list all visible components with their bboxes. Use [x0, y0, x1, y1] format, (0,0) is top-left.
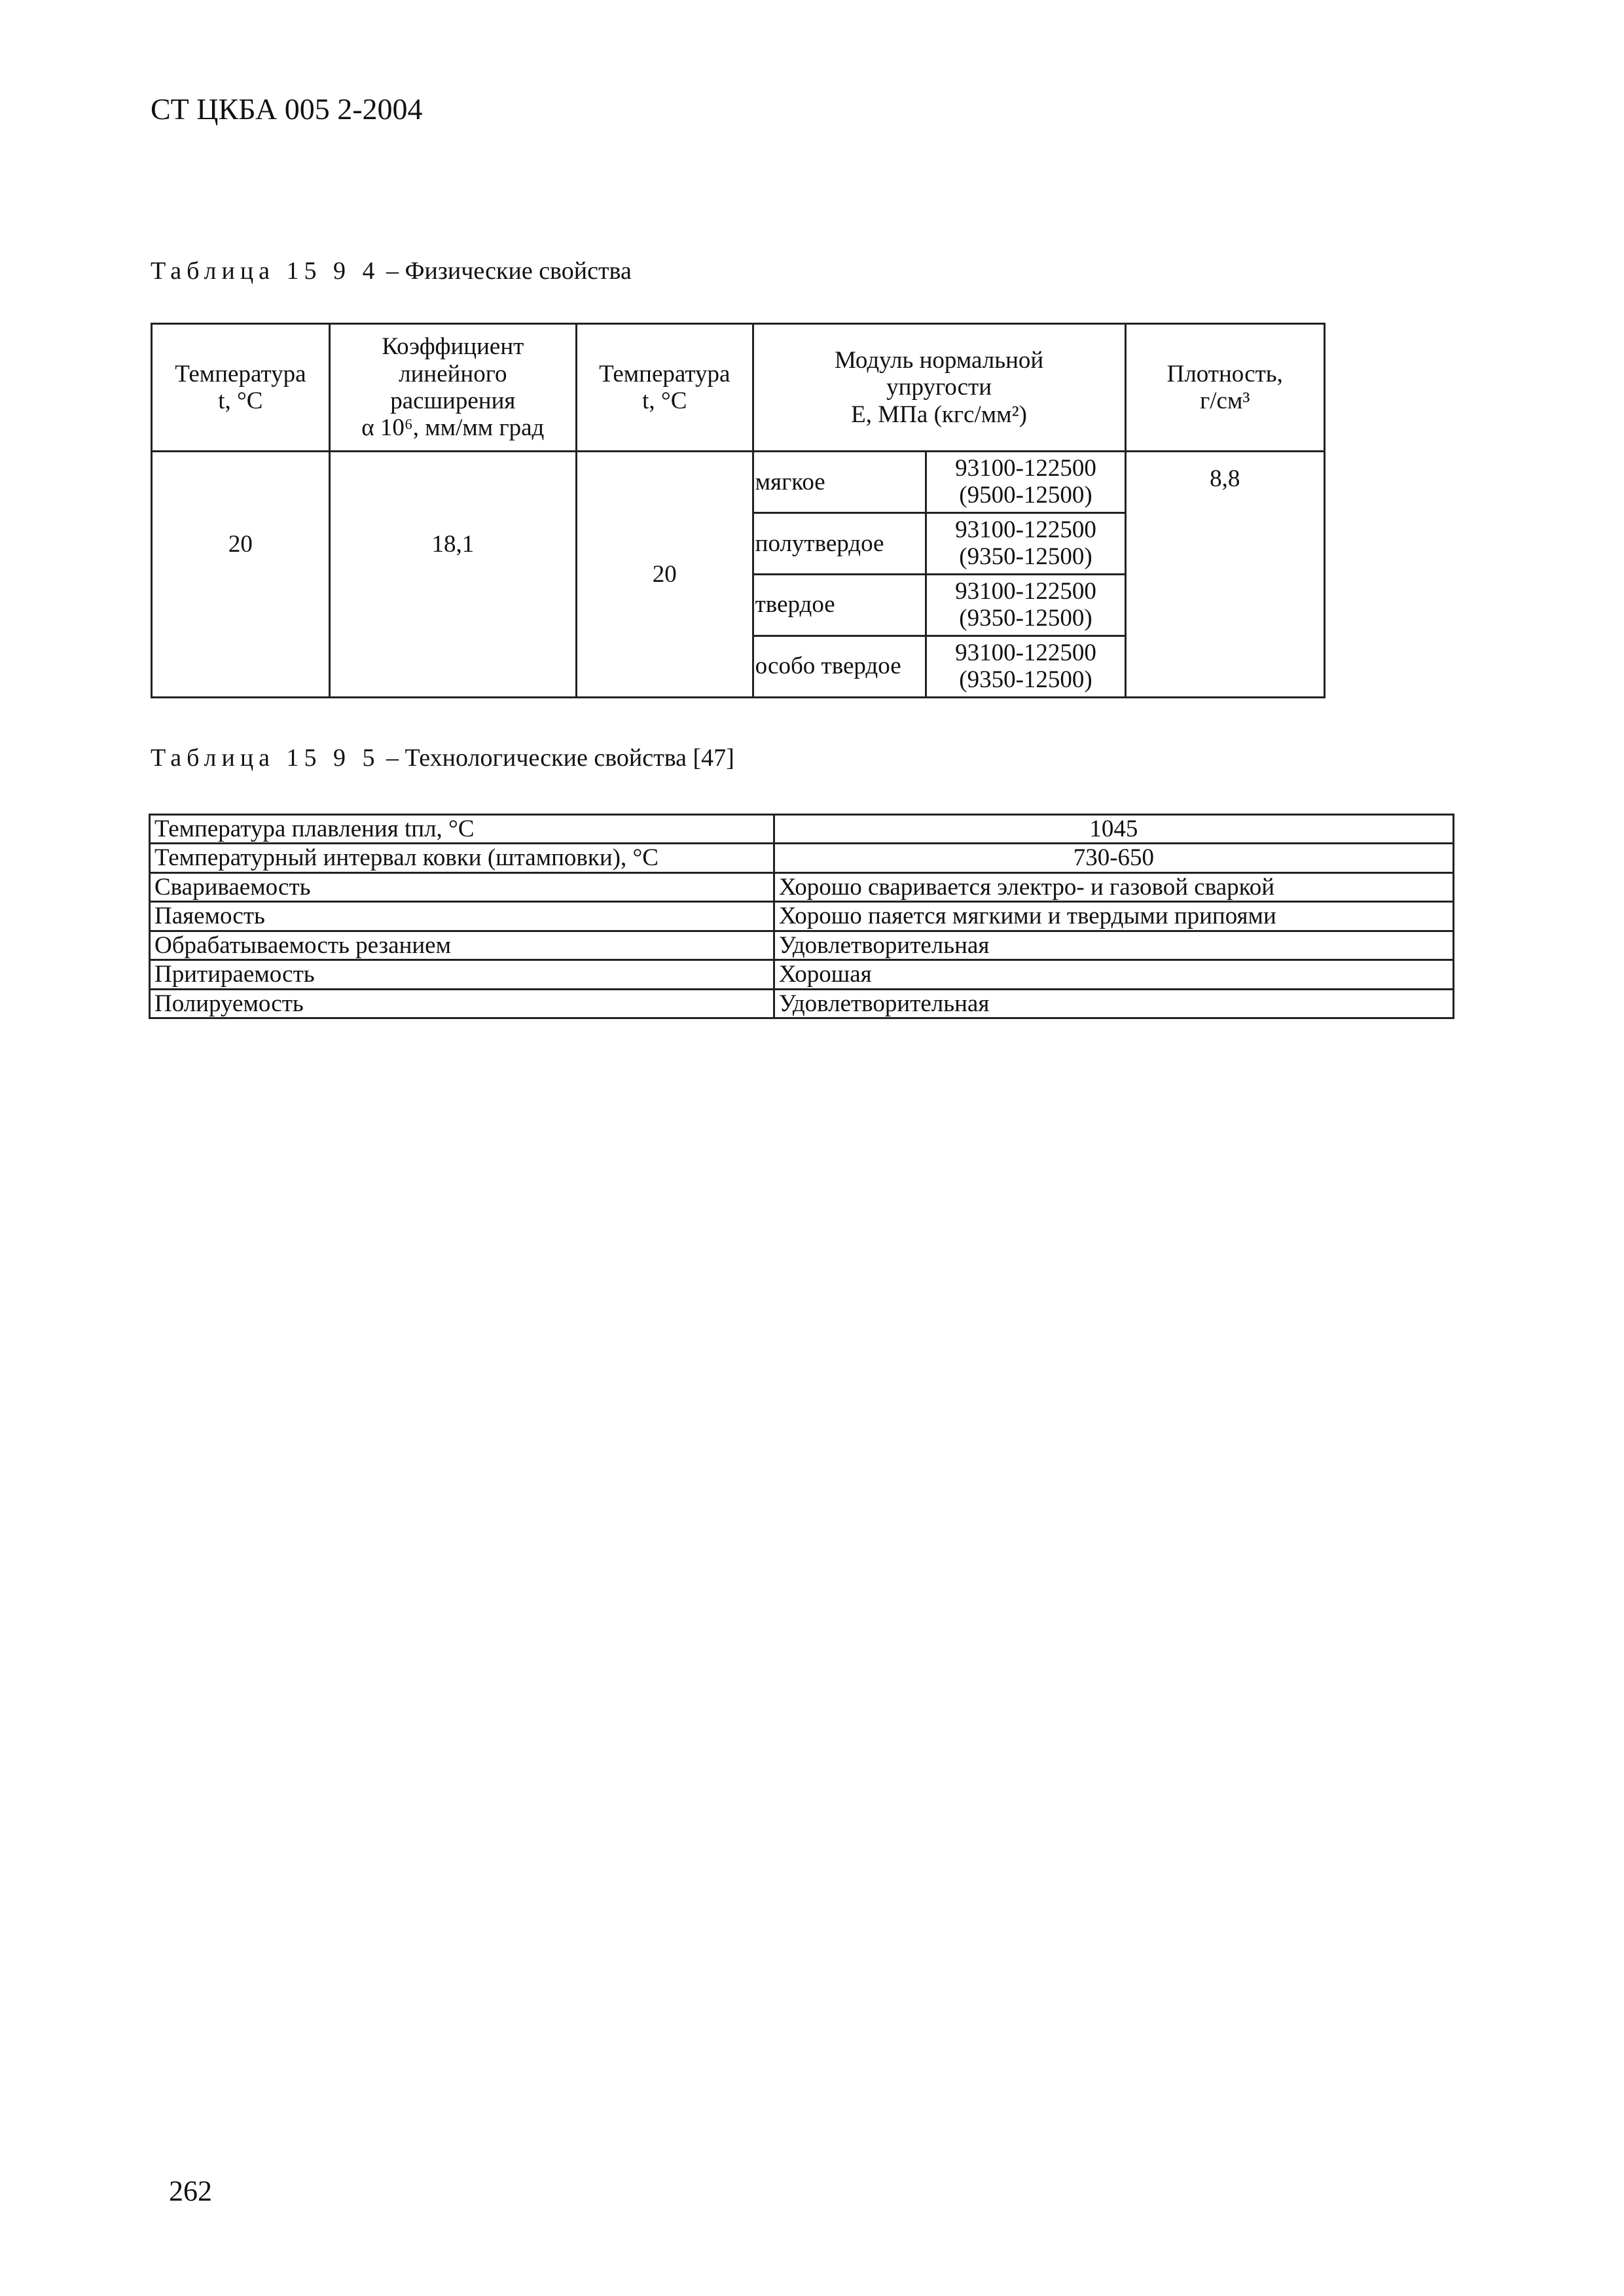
temperature-1-value: 20	[152, 452, 330, 698]
table-row	[150, 931, 1454, 960]
modulus-hard: 93100-122500 (9350-12500)	[926, 574, 1125, 636]
property-name: Паяемость	[150, 902, 774, 931]
table-row	[150, 989, 1454, 1018]
property-value: Хорошая	[774, 960, 1453, 989]
table-row	[150, 872, 1454, 901]
caption-title: – Технологические свойства [47]	[386, 744, 734, 772]
property-value: 730-650	[774, 844, 1453, 872]
header-temperature-1: Температура t, °C	[152, 324, 330, 452]
header-temperature-2: Температура t, °C	[576, 324, 753, 452]
property-name: Температура плавления tпл, °C	[150, 815, 774, 844]
table-595-caption	[151, 744, 734, 772]
caption-prefix: Таблица 15 9 5	[151, 744, 380, 772]
table-594-caption	[151, 257, 632, 285]
property-value: 1045	[774, 815, 1453, 844]
modulus-soft: 93100-122500 (9500-12500)	[926, 452, 1125, 513]
property-name: Притираемость	[150, 960, 774, 989]
document-code: СТ ЦКБА 005 2-2004	[151, 92, 423, 126]
table-row	[150, 902, 1454, 931]
state-extra-hard: особо твердое	[753, 636, 926, 697]
expansion-coefficient-value: 18,1	[329, 452, 576, 698]
temperature-2-value: 20	[576, 452, 753, 698]
header-density: Плотность, г/см³	[1125, 324, 1324, 452]
property-value: Удовлетворительная	[774, 931, 1453, 960]
property-name: Свариваемость	[150, 872, 774, 901]
table-row	[150, 844, 1454, 872]
modulus-extra-hard: 93100-122500 (9350-12500)	[926, 636, 1125, 697]
property-name: Полируемость	[150, 989, 774, 1018]
property-value: Хорошо паяется мягкими и твердыми припоями	[774, 902, 1453, 931]
modulus-half-hard: 93100-122500 (9350-12500)	[926, 512, 1125, 574]
caption-title: – Физические свойства	[386, 257, 632, 285]
caption-prefix: Таблица 15 9 4	[151, 257, 380, 285]
property-value: Удовлетворительная	[774, 989, 1453, 1018]
state-hard: твердое	[753, 574, 926, 636]
table-row	[150, 815, 1454, 844]
header-elastic-modulus: Модуль нормальной упругости E, МПа (кгс/мм²)	[753, 324, 1125, 452]
property-value: Хорошо сваривается электро- и газовой сваркой	[774, 872, 1453, 901]
header-expansion-coefficient: Коэффициент линейного расширения α 10⁶, мм/мм град	[329, 324, 576, 452]
page-number: 262	[169, 2175, 212, 2207]
table-row	[150, 960, 1454, 989]
state-half-hard: полутвердое	[753, 512, 926, 574]
physical-properties-table	[151, 323, 1326, 698]
technological-properties-table	[149, 814, 1454, 1019]
property-name: Обрабатываемость резанием	[150, 931, 774, 960]
density-value: 8,8	[1125, 452, 1324, 698]
property-name: Температурный интервал ковки (штамповки), °C	[150, 844, 774, 872]
state-soft: мягкое	[753, 452, 926, 513]
